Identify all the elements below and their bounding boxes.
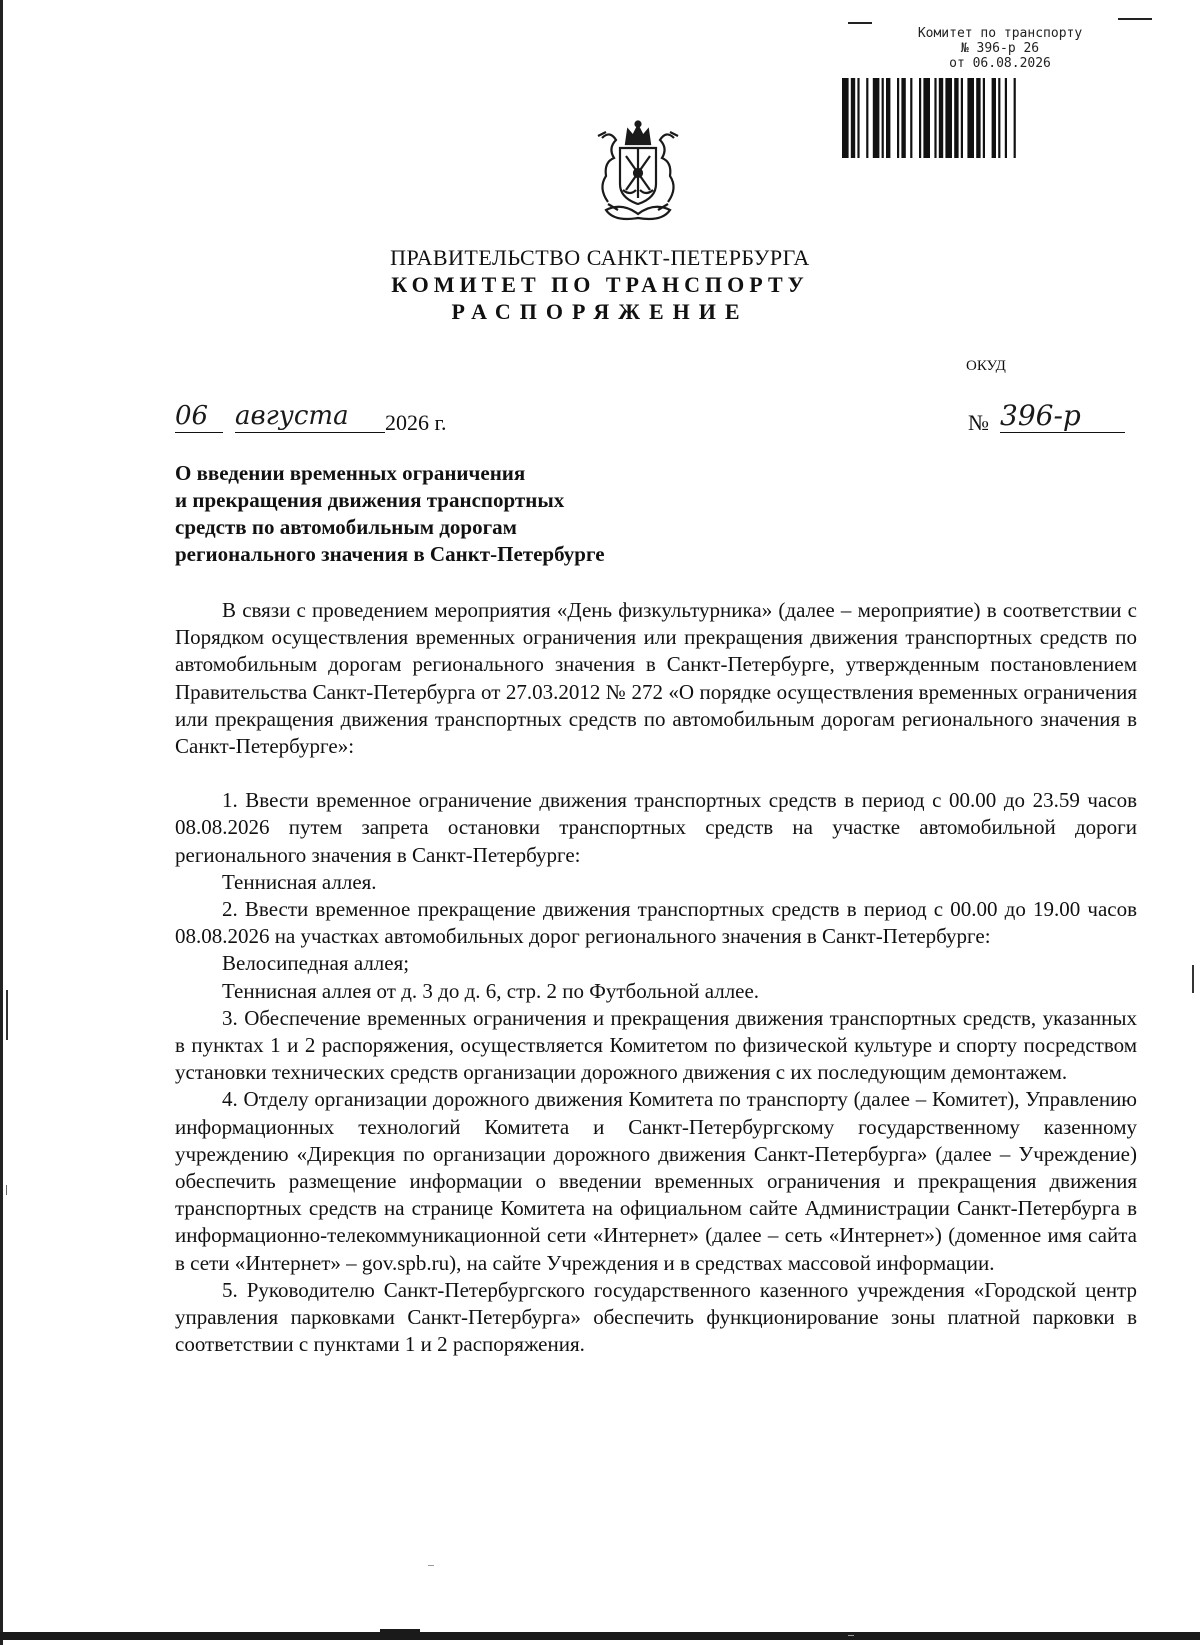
barcode-bar <box>983 78 985 158</box>
barcode-bar <box>967 78 974 158</box>
barcode-bar <box>992 78 996 158</box>
barcode-bar <box>1014 78 1016 158</box>
item-1: 1. Ввести временное ограничение движения транспортных средств в период с 00.00 до 23.59 часов 08.08.2026 путем запрета остановки транспортных средств на участке автомобильной дороги регионального значения в Санкт-Петербурге: <box>175 788 1137 867</box>
spb-coat-of-arms-icon <box>588 118 688 226</box>
barcode-bar <box>934 78 936 158</box>
committee-name: КОМИТЕТ ПО ТРАНСПОРТУ <box>391 272 809 297</box>
barcode-bar <box>1005 78 1007 158</box>
barcode-bar <box>873 78 880 158</box>
barcode-bar <box>923 78 930 158</box>
barcode-bar <box>998 78 1000 158</box>
barcode-bar <box>866 78 868 158</box>
title-line: О введении временных ограничения <box>175 461 526 485</box>
barcode-bar <box>886 78 890 158</box>
barcode-bar <box>842 78 849 158</box>
title-line: и прекращения движения транспортных <box>175 488 565 512</box>
title-line: средств по автомобильным дорогам <box>175 515 517 539</box>
okud-label: ОКУД <box>966 358 1006 374</box>
item-2-road: Теннисная аллея от д. 3 до д. 6, стр. 2 по Футбольной аллее. <box>222 978 760 1003</box>
barcode-bar <box>945 78 952 158</box>
stamp-tick-left <box>848 22 872 24</box>
number-value: 396-р <box>1000 400 1125 433</box>
scan-speck <box>428 1565 434 1566</box>
barcode <box>840 78 1146 158</box>
stamp-line-date: от 06.08.2026 <box>949 56 1051 71</box>
item-2-road: Велосипедная аллея; <box>222 951 410 976</box>
barcode-bar <box>901 78 905 158</box>
preamble: В связи с проведением мероприятия «День физкультурника» (далее – мероприятие) в соответствии с Порядком осуществления временных ограничения или прекращения движения транспортных средств по автомобильным дорогам регионального значения в Санкт-Петербурге, утвержденным постановлением Правительства Санкт-Петербурга от 27.03.2012 № 272 «О порядке осуществления временных ограничения или прекращения движения транспортных средств по автомобильным дорогам регионального значения в Санкт-Петербурге»: <box>175 598 1137 759</box>
scan-speck <box>848 1635 854 1636</box>
barcode-bar <box>910 78 912 158</box>
barcode-bar <box>976 78 980 158</box>
barcode-bar <box>851 78 855 158</box>
date-day: 06 <box>175 400 223 433</box>
document-body <box>175 597 1137 1358</box>
stamp-line-number: № 396-р 26 <box>960 41 1040 56</box>
title-line: регионального значения в Санкт-Петербурге <box>175 542 605 566</box>
scan-mark-left-small <box>6 1185 7 1195</box>
item-5: 5. Руководителю Санкт-Петербургского государственного казенного учреждения «Городской центр управления парковками Санкт-Петербурга» обеспечить функционирование зоны платной парковки в соответствии с пунктами 1 и 2 распоряжения. <box>175 1277 1137 1357</box>
barcode-bar <box>961 78 963 158</box>
registration-stamp <box>880 26 1120 71</box>
barcode-bar <box>919 78 921 158</box>
item-1-road: Теннисная аллея. <box>222 869 377 894</box>
document-number <box>968 400 1128 436</box>
number-sign: № <box>968 410 989 435</box>
barcode-bar <box>882 78 884 158</box>
scan-mark-right <box>1192 965 1194 993</box>
document-type: РАСПОРЯЖЕНИЕ <box>451 299 749 324</box>
barcode-bar <box>897 78 899 158</box>
scan-mark-left <box>6 990 8 1040</box>
item-3: 3. Обеспечение временных ограничения и прекращения движения транспортных средств, указанных в пунктах 1 и 2 распоряжения, осуществляется Комитетом по физической культуре и спорту посредством установки технических средств организации дорожного движения с их последующим демонтажем. <box>175 1005 1137 1085</box>
scan-bottom-mark <box>380 1629 420 1632</box>
barcode-bar <box>857 78 859 158</box>
item-2: 2. Ввести временное прекращение движения транспортных средств в период с 00.00 до 19.00 часов 08.08.2026 на участках автомобильных дорог регионального значения в Санкт-Петербурге: <box>175 897 1137 949</box>
barcode-bar <box>939 78 943 158</box>
government-name: ПРАВИТЕЛЬСТВО САНКТ-ПЕТЕРБУРГА <box>390 245 810 270</box>
barcode-bar <box>954 78 958 158</box>
scan-bottom-edge <box>0 1632 1200 1640</box>
stamp-tick-right <box>1118 18 1152 20</box>
document-title <box>175 460 695 568</box>
date-month: августа <box>235 400 385 433</box>
date-year: 2026 г. <box>385 410 447 435</box>
stamp-line-committee: Комитет по транспорту <box>917 26 1083 41</box>
document-date <box>175 400 475 436</box>
item-4: 4. Отделу организации дорожного движения Комитета по транспорту (далее – Комитет), Управлению информационных технологий Комитета и Санкт-Петербургскому государственному казенному учреждению «Дирекция по организации дорожного движения Санкт-Петербурга» (далее – Учреждение) обеспечить размещение информации о введении временных ограничения и прекращения движения транспортных средств на странице Комитета на официальном сайте Администрации Санкт-Петербурга в информационно-телекоммуникационной сети «Интернет» (далее – сеть «Интернет») (доменное имя сайта в сети «Интернет» – gov.spb.ru), на сайте Учреждения и в средствах массовой информации. <box>175 1087 1137 1275</box>
